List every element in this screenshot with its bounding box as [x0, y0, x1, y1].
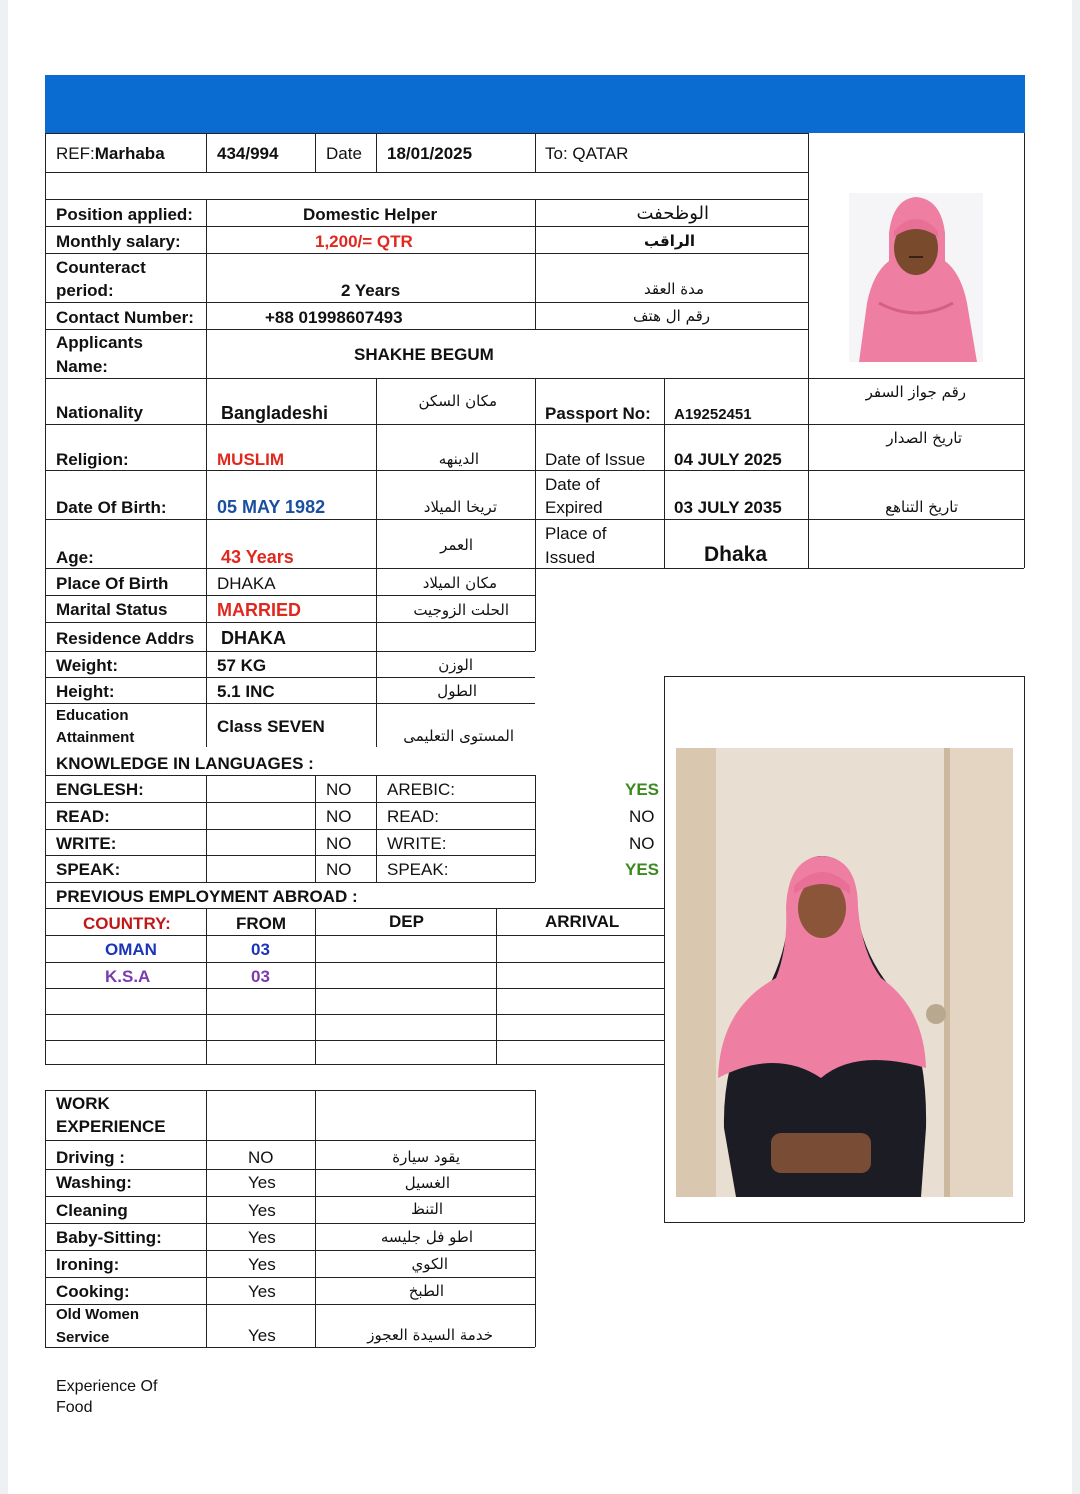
grid-line — [45, 1090, 46, 1347]
height-label: Height: — [56, 682, 115, 701]
dob-value: 05 MAY 1982 — [217, 497, 326, 517]
employment-from-2: 03 — [251, 967, 270, 986]
education-label-2: Attainment — [56, 729, 135, 746]
lang-en-value: NO — [326, 780, 352, 799]
marital-label: Marital Status — [56, 600, 168, 619]
grid-line — [45, 172, 808, 173]
grid-line — [1024, 676, 1025, 1222]
work-oldwomen-ar: خدمة السيدة العجوز — [367, 1326, 493, 1344]
work-babysitting-value: Yes — [248, 1228, 276, 1247]
grid-line — [45, 595, 535, 596]
dob-ar: تريخا الميلاد — [423, 498, 497, 516]
grid-line — [45, 302, 808, 303]
work-oldwomen-label-2: Service — [56, 1329, 110, 1346]
grid-line — [664, 378, 665, 568]
weight-label: Weight: — [56, 656, 119, 675]
weight-value: 57 KG — [217, 656, 267, 675]
dob-label: Date Of Birth: — [56, 498, 167, 517]
work-cooking-value: Yes — [248, 1282, 276, 1301]
grid-line — [206, 199, 207, 747]
grid-line — [45, 908, 664, 909]
religion-ar: الدينهه — [438, 450, 479, 468]
date-label: Date — [326, 144, 362, 163]
employment-header-country: COUNTRY: — [83, 914, 171, 933]
lang-ar-read-label: READ: — [387, 807, 439, 826]
lang-ar-speak-value: YES — [625, 860, 660, 879]
grid-line — [45, 855, 535, 856]
grid-line — [45, 1169, 535, 1170]
grid-line — [45, 1196, 535, 1197]
grid-line — [45, 935, 664, 936]
grid-line — [45, 1064, 664, 1065]
grid-line — [535, 1090, 536, 1347]
salary-value: 1,200/= QTR — [315, 232, 413, 251]
footer-line-2: Food — [56, 1399, 93, 1416]
grid-line — [45, 133, 808, 134]
passport-ar: رقم جواز السفر — [865, 383, 966, 401]
grid-line — [206, 133, 207, 172]
grid-line — [664, 676, 665, 1222]
work-oldwomen-value: Yes — [248, 1326, 276, 1345]
contact-value: +88 01998607493 — [265, 308, 403, 327]
grid-line — [45, 1014, 664, 1015]
marital-ar: الحلت الزوجيت — [413, 601, 509, 619]
employment-from-1: 03 — [251, 940, 270, 959]
destination: To: QATAR — [545, 144, 629, 163]
lang-ar-value: YES — [625, 780, 660, 799]
work-washing-value: Yes — [248, 1173, 276, 1192]
grid-line — [45, 329, 808, 330]
work-ironing-value: Yes — [248, 1255, 276, 1274]
age-label: Age: — [56, 548, 94, 567]
passport-value: A19252451 — [674, 406, 752, 423]
marital-value: MARRIED — [217, 600, 301, 620]
contract-value: 2 Years — [341, 281, 401, 300]
grid-line — [1024, 133, 1025, 568]
grid-line — [45, 226, 808, 227]
age-value: 43 Years — [221, 547, 294, 567]
work-babysitting-ar: اطو فل جليسه — [380, 1228, 473, 1246]
height-ar: الطول — [437, 682, 477, 700]
contact-label: Contact Number: — [56, 308, 194, 327]
employment-country-1: OMAN — [105, 940, 157, 959]
education-ar: المستوى التعليمى — [403, 727, 514, 745]
work-cooking-label: Cooking: — [56, 1282, 130, 1301]
work-ironing-ar: الكوي — [411, 1255, 448, 1273]
place-issued-label-1: Place of — [545, 524, 607, 543]
grid-line — [206, 775, 207, 882]
grid-line — [206, 908, 207, 1064]
grid-line — [376, 133, 377, 172]
grid-line — [376, 775, 377, 882]
lang-read-value: NO — [326, 807, 352, 826]
grid-line — [45, 802, 535, 803]
lang-en-label: ENGLESH: — [56, 780, 144, 799]
applicant-label-1: Applicants — [56, 333, 143, 352]
position-label: Position applied: — [56, 205, 193, 224]
nationality-label: Nationality — [56, 403, 143, 422]
contract-label-2: period: — [56, 281, 114, 300]
lang-write-value: NO — [326, 834, 352, 853]
residence-value: DHAKA — [221, 628, 286, 648]
education-value: Class SEVEN — [217, 717, 325, 736]
work-cleaning-label: Cleaning — [56, 1201, 128, 1220]
work-washing-label: Washing: — [56, 1173, 132, 1192]
grid-line — [45, 775, 535, 776]
grid-line — [45, 199, 808, 200]
lang-ar-read-value: NO — [629, 807, 655, 826]
footer-line-1: Experience Of — [56, 1378, 158, 1395]
grid-line — [45, 1090, 535, 1091]
grid-line — [376, 378, 377, 747]
ref-label: REF:Marhaba — [56, 144, 165, 163]
lang-ar-label: AREBIC: — [387, 780, 456, 799]
work-driving-label: Driving : — [56, 1148, 125, 1167]
grid-line — [535, 378, 536, 651]
work-driving-ar: يقود سيارة — [392, 1148, 460, 1166]
grid-line — [45, 829, 535, 830]
grid-line — [496, 908, 497, 1064]
issue-ar: تاريخ الصدار — [886, 429, 962, 447]
work-title-1: WORK — [56, 1094, 110, 1113]
employment-country-2: K.S.A — [105, 967, 151, 986]
work-cleaning-value: Yes — [248, 1201, 276, 1220]
grid-line — [45, 1223, 535, 1224]
grid-line — [45, 988, 664, 989]
age-ar: العمر — [440, 536, 473, 554]
contact-ar: رقم ال هتف — [633, 307, 710, 325]
expiry-label-1: Date of — [545, 475, 600, 494]
grid-line — [45, 622, 535, 623]
grid-line — [45, 703, 535, 704]
contract-label-1: Counteract — [56, 258, 146, 277]
contract-ar: مدة العقد — [644, 280, 704, 298]
work-babysitting-label: Baby-Sitting: — [56, 1228, 162, 1247]
grid-line — [808, 133, 809, 568]
education-label-1: Education — [56, 707, 129, 724]
grid-line — [45, 1250, 535, 1251]
birthplace-label: Place Of Birth — [56, 574, 169, 593]
header-banner — [45, 75, 1025, 133]
applicant-name: SHAKHE BEGUM — [354, 345, 494, 364]
grid-line — [535, 775, 536, 882]
grid-line — [45, 1040, 664, 1041]
expiry-value: 03 JULY 2035 — [674, 498, 782, 517]
grid-line — [45, 651, 535, 652]
work-driving-value: NO — [248, 1148, 274, 1167]
work-cooking-ar: الطبخ — [408, 1282, 444, 1300]
employment-header-dep: DEP — [389, 912, 424, 931]
passport-photo — [849, 193, 983, 362]
grid-line — [664, 1222, 1024, 1223]
grid-line — [315, 133, 316, 172]
nationality-ar: مكان السكن — [418, 392, 497, 410]
salary-ar: الراقب — [644, 232, 695, 250]
lang-ar-write-value: NO — [629, 834, 655, 853]
work-washing-ar: الغسيل — [404, 1174, 450, 1192]
grid-line — [535, 199, 536, 329]
grid-line — [315, 775, 316, 882]
height-value: 5.1 INC — [217, 682, 275, 701]
grid-line — [45, 1347, 535, 1348]
employment-header-arrival: ARRIVAL — [545, 912, 620, 931]
grid-line — [45, 882, 535, 883]
expiry-ar: تاريخ التناهع — [885, 498, 958, 516]
birthplace-ar: مكان الميلاد — [422, 574, 497, 592]
grid-line — [664, 676, 1024, 677]
position-value: Domestic Helper — [303, 205, 438, 224]
place-issued-label-2: Issued — [545, 548, 596, 567]
weight-ar: الوزن — [438, 656, 473, 674]
grid-line — [45, 908, 46, 1064]
passport-label: Passport No: — [545, 404, 651, 423]
position-ar: الوظحفت — [636, 203, 709, 224]
grid-line — [45, 962, 664, 963]
applicant-label-2: Name: — [56, 357, 108, 376]
religion-value: MUSLIM — [217, 450, 285, 469]
grid-line — [45, 253, 808, 254]
salary-label: Monthly salary: — [56, 232, 181, 251]
nationality-value: Bangladeshi — [221, 403, 329, 423]
birthplace-value: DHAKA — [217, 574, 276, 593]
employment-title: PREVIOUS EMPLOYMENT ABROAD : — [56, 887, 358, 906]
grid-line — [206, 1090, 207, 1347]
issue-label: Date of Issue — [545, 450, 646, 469]
lang-read-label: READ: — [56, 807, 110, 826]
lang-speak-value: NO — [326, 860, 352, 879]
grid-line — [315, 908, 316, 1064]
grid-line — [45, 677, 535, 678]
expiry-label-2: Expired — [545, 498, 603, 517]
ref-number: 434/994 — [217, 144, 279, 163]
religion-label: Religion: — [56, 450, 129, 469]
employment-header-from: FROM — [236, 914, 287, 933]
work-oldwomen-label-1: Old Women — [56, 1306, 140, 1323]
work-ironing-label: Ironing: — [56, 1255, 120, 1274]
date-value: 18/01/2025 — [387, 144, 473, 163]
grid-line — [45, 1277, 535, 1278]
place-issued-value: Dhaka — [704, 543, 768, 566]
lang-ar-speak-label: SPEAK: — [387, 860, 449, 879]
full-length-photo — [676, 748, 1013, 1197]
lang-speak-label: SPEAK: — [56, 860, 121, 879]
residence-label: Residence Addrs — [56, 629, 195, 648]
work-title-2: EXPERIENCE — [56, 1117, 166, 1136]
grid-line — [535, 133, 536, 172]
issue-value: 04 JULY 2025 — [674, 450, 782, 469]
grid-line — [45, 1140, 535, 1141]
work-cleaning-ar: التنظ — [410, 1200, 443, 1218]
languages-title: KNOWLEDGE IN LANGUAGES : — [56, 754, 314, 773]
grid-line — [315, 1090, 316, 1347]
lang-ar-write-label: WRITE: — [387, 834, 447, 853]
lang-write-label: WRITE: — [56, 834, 117, 853]
